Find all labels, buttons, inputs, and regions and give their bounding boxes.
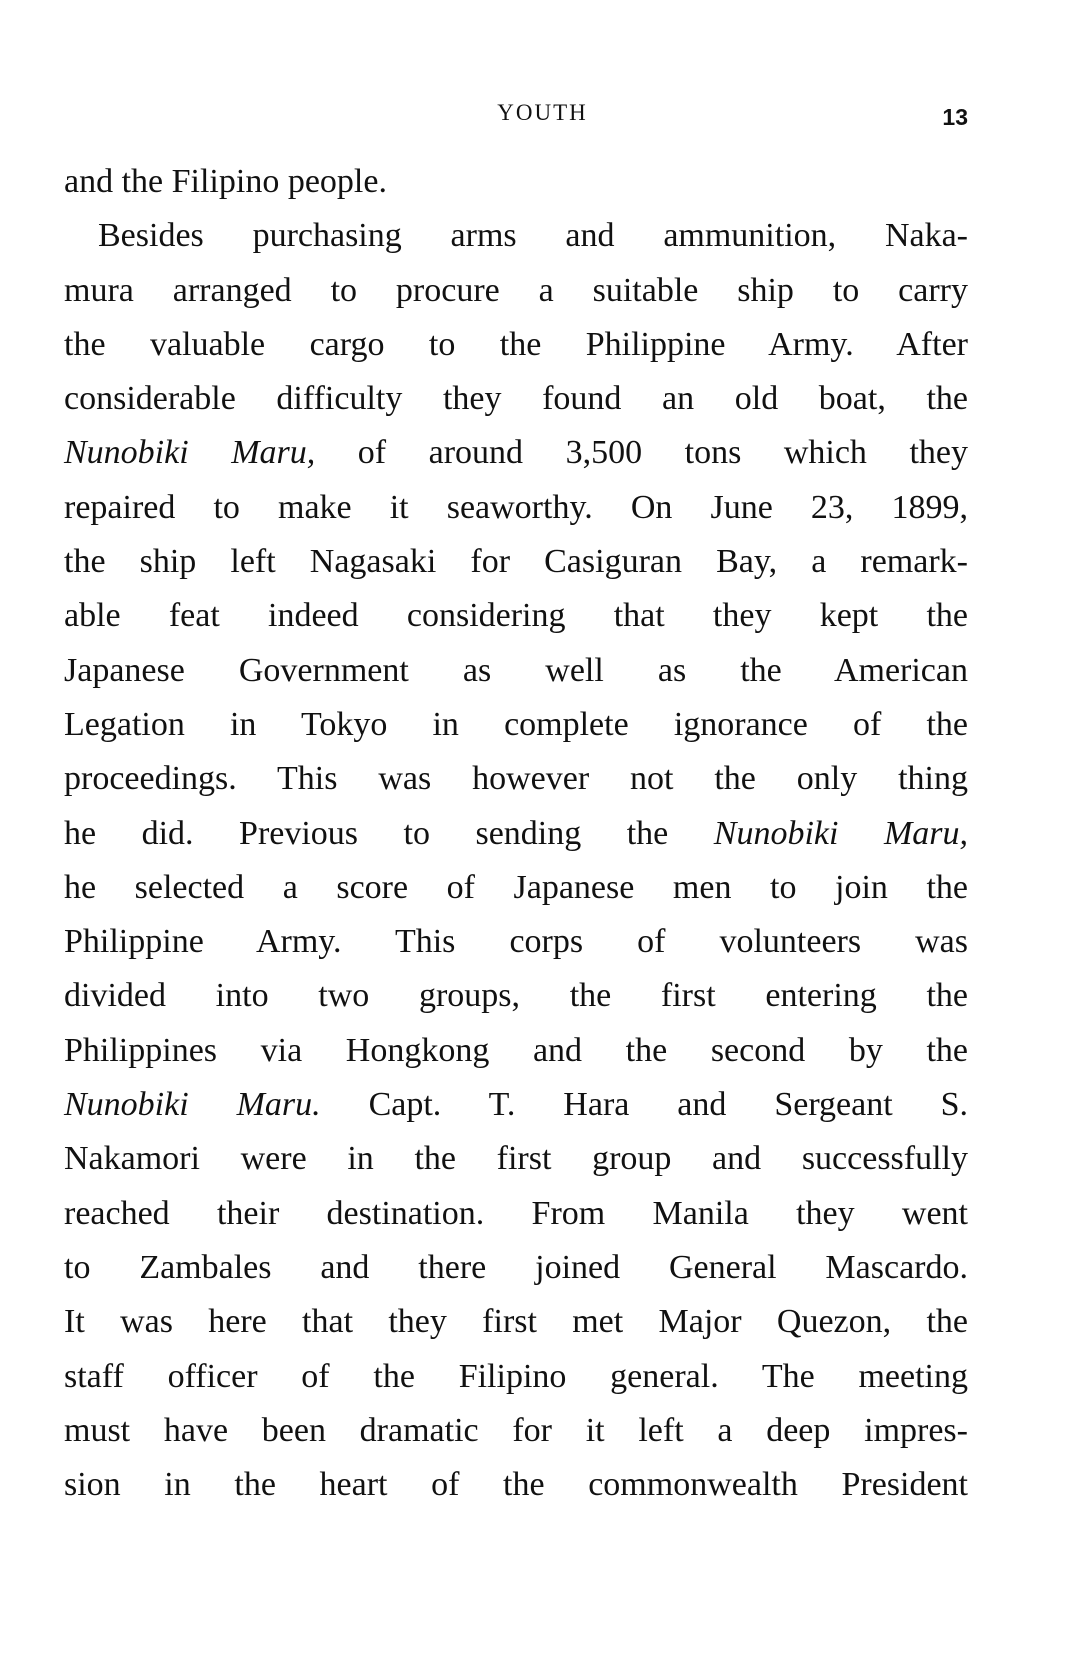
text-line: repaired to make it seaworthy. On June 23, 1899, — [64, 488, 968, 526]
text-line: the ship left Nagasaki for Casiguran Bay, a remark- — [64, 543, 968, 581]
text-line: Philippine Army. This corps of volunteers was — [64, 923, 968, 961]
text-line: he selected a score of Japanese men to join the — [64, 868, 968, 906]
ship-name-italic: Nunobiki Maru, — [713, 814, 968, 852]
text-line: Nakamori were in the first group and successfully — [64, 1140, 968, 1178]
text-line: reached their destination. From Manila they went — [64, 1194, 968, 1232]
text-fragment: of around 3,500 tons which they — [315, 434, 968, 472]
text-line: Philippines via Hongkong and the second by the — [64, 1031, 968, 1069]
page-number: 13 — [942, 104, 968, 130]
text-line — [64, 426, 968, 480]
text-fragment: Capt. T. Hara and Sergeant S. — [320, 1086, 968, 1124]
text-line: sion in the heart of the commonwealth President — [64, 1466, 968, 1504]
text-line: must have been dramatic for it left a deep impres- — [64, 1411, 968, 1449]
text-line: and the Filipino people. — [64, 163, 387, 200]
ship-name-italic: Nunobiki Maru, — [64, 434, 316, 472]
text-line: Japanese Government as well as the American — [64, 651, 968, 689]
text-fragment: he did. Previous to sending the — [64, 814, 714, 852]
text-line: Besides purchasing arms and ammunition, Naka- — [98, 217, 968, 255]
running-title: YOUTH — [497, 100, 588, 125]
text-line — [64, 807, 968, 861]
text-line: considerable difficulty they found an old boat, the — [64, 380, 968, 418]
text-line: divided into two groups, the first entering the — [64, 977, 968, 1015]
text-line: to Zambales and there joined General Mascardo. — [64, 1248, 968, 1286]
text-line — [64, 1078, 968, 1132]
text-line: the valuable cargo to the Philippine Army. After — [64, 325, 968, 363]
body-text — [64, 155, 968, 1512]
text-line: staff officer of the Filipino general. The meeting — [64, 1357, 968, 1395]
text-line: It was here that they first met Major Quezon, the — [64, 1303, 968, 1341]
text-line: able feat indeed considering that they kept the — [64, 597, 968, 635]
text-line: proceedings. This was however not the only thing — [64, 760, 968, 798]
ship-name-italic: Nunobiki Maru. — [64, 1086, 321, 1124]
text-line: Legation in Tokyo in complete ignorance of the — [64, 705, 968, 743]
text-line: mura arranged to procure a suitable ship to carry — [64, 271, 968, 309]
